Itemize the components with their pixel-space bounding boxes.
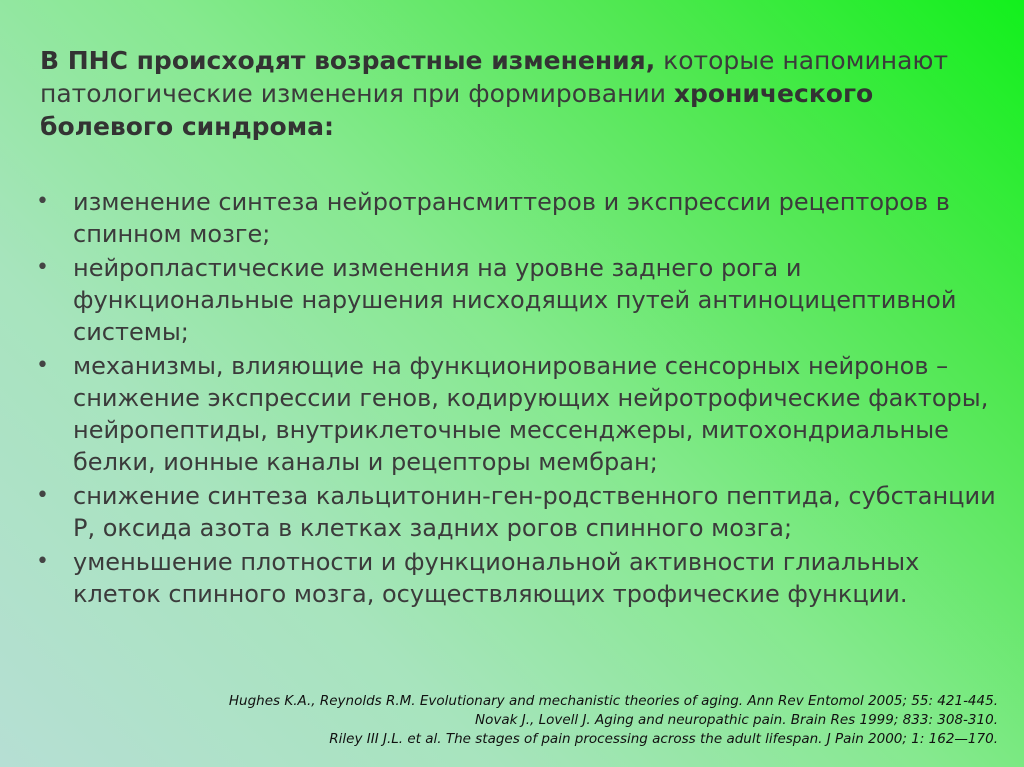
bullet-list xyxy=(36,186,996,612)
reference-line: Hughes K.A., Reynolds R.M. Evolutionary and mechanistic theories of aging. Ann Rev Entomol 2005; 55: 421-445. xyxy=(228,693,998,709)
bullet-dot: • xyxy=(36,255,49,280)
bullet-text: снижение синтеза кальцитонин-ген-родственного пептида, субстанции Р, оксида азота в клетках задних рогов спинного мозга; xyxy=(73,482,996,542)
bullet-item xyxy=(36,350,996,478)
reference-line: Novak J., Lovell J. Aging and neuropathic pain. Brain Res 1999; 833: 308-310. xyxy=(475,712,998,728)
bullet-text: нейропластические изменения на уровне заднего рога и функциональные нарушения нисходящих путей антиноцицептивной системы; xyxy=(73,254,957,346)
bullet-dot: • xyxy=(36,483,49,508)
bullet-item xyxy=(36,480,996,544)
bullet-text: изменение синтеза нейротрансмиттеров и экспрессии рецепторов в спинном мозге; xyxy=(73,188,950,248)
intro-bold-term: хронического болевого синдрома xyxy=(40,79,874,141)
intro-paragraph xyxy=(40,44,990,143)
bullet-dot: • xyxy=(36,549,49,574)
bullet-text: механизмы, влияющие на функционирование сенсорных нейронов – снижение экспрессии генов, кодирующих нейротрофические факторы, нейропептиды, внутриклеточные мессенджеры, митохондриальные белки, ионные каналы и рецепторы мембран; xyxy=(73,352,989,476)
intro-text: которые напоминают патологические изменения при формировании xyxy=(40,46,949,108)
bullet-item xyxy=(36,546,996,610)
bullet-item xyxy=(36,252,996,348)
intro-bold-lead: В ПНС происходят возрастные изменения, xyxy=(40,46,656,75)
intro-colon: : xyxy=(324,112,335,141)
bullet-text: уменьшение плотности и функциональной активности глиальных клеток спинного мозга, осуществляющих трофические функции. xyxy=(73,548,920,608)
references xyxy=(38,692,998,749)
bullet-dot: • xyxy=(36,353,49,378)
bullet-dot: • xyxy=(36,189,49,214)
bullet-item xyxy=(36,186,996,250)
reference-line: Riley III J.L. et al. The stages of pain processing across the adult lifespan. J Pain 2000; 1: 162—170. xyxy=(329,731,998,747)
